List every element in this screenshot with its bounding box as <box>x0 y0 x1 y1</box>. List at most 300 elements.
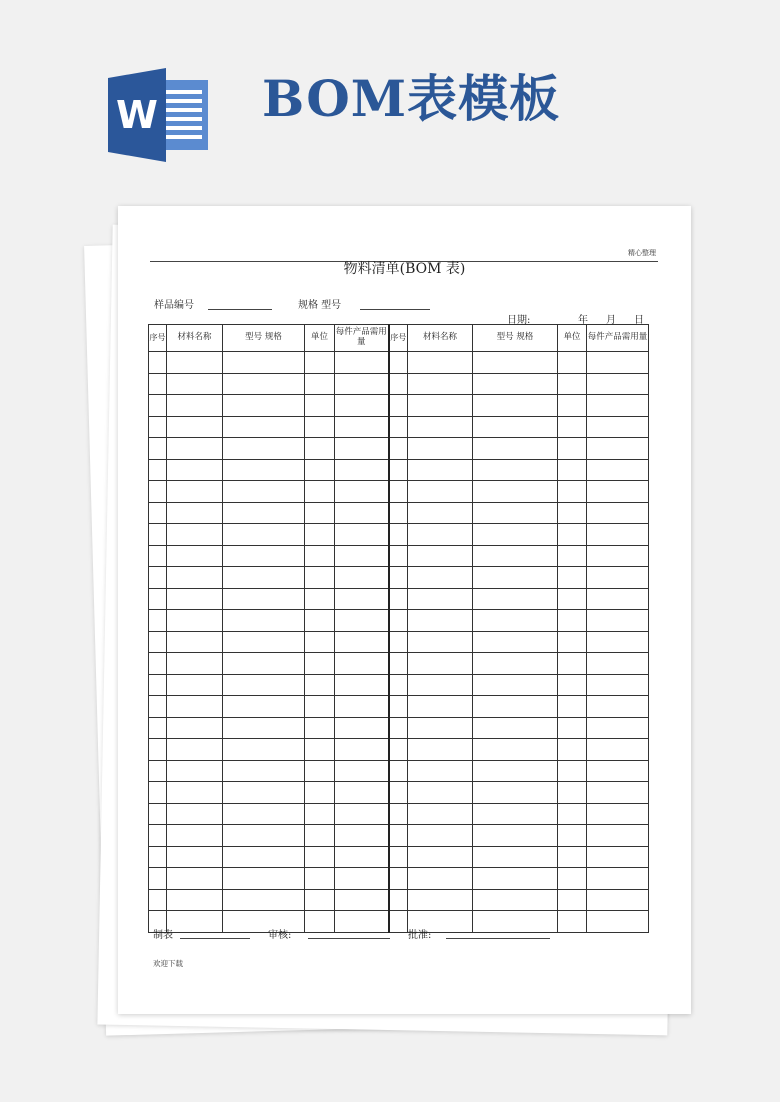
table-cell[interactable] <box>473 739 558 761</box>
col-header-seq: 序号 <box>389 325 408 352</box>
table-cell[interactable] <box>305 674 335 696</box>
table-cell[interactable] <box>389 631 408 653</box>
table-cell[interactable] <box>167 739 223 761</box>
table-cell[interactable] <box>223 846 305 868</box>
table-cell[interactable] <box>167 825 223 847</box>
table-cell[interactable] <box>558 739 587 761</box>
table-cell[interactable] <box>558 459 587 481</box>
col-header-unit: 单位 <box>305 325 335 352</box>
table-cell[interactable] <box>473 416 558 438</box>
table-cell[interactable] <box>587 911 649 933</box>
table-cell[interactable] <box>335 696 389 718</box>
table-cell[interactable] <box>167 696 223 718</box>
table-cell[interactable] <box>149 481 167 503</box>
table-cell[interactable] <box>408 545 473 567</box>
table-cell[interactable] <box>389 395 408 417</box>
col-header-model-spec: 型号 规格 <box>473 325 558 352</box>
table-cell[interactable] <box>149 760 167 782</box>
table-cell[interactable] <box>305 782 335 804</box>
table-cell[interactable] <box>389 674 408 696</box>
table-cell[interactable] <box>167 567 223 589</box>
table-cell[interactable] <box>473 653 558 675</box>
table-cell[interactable] <box>587 825 649 847</box>
review-blank[interactable] <box>308 938 390 939</box>
table-cell[interactable] <box>305 868 335 890</box>
table-cell[interactable] <box>167 481 223 503</box>
table-cell[interactable] <box>473 803 558 825</box>
table-cell[interactable] <box>167 760 223 782</box>
table-cell[interactable] <box>305 502 335 524</box>
table-cell[interactable] <box>149 438 167 460</box>
table-row <box>149 438 649 460</box>
table-cell[interactable] <box>149 717 167 739</box>
table-cell[interactable] <box>335 588 389 610</box>
table-cell[interactable] <box>473 868 558 890</box>
table-row <box>149 502 649 524</box>
table-cell[interactable] <box>473 696 558 718</box>
table-cell[interactable] <box>149 395 167 417</box>
table-row <box>149 524 649 546</box>
table-cell[interactable] <box>335 373 389 395</box>
table-cell[interactable] <box>408 373 473 395</box>
table-cell[interactable] <box>305 696 335 718</box>
table-cell[interactable] <box>149 825 167 847</box>
col-header-qty-per-product: 每件产品需用量 <box>587 325 649 352</box>
table-cell[interactable] <box>587 631 649 653</box>
table-cell[interactable] <box>223 825 305 847</box>
table-cell[interactable] <box>473 911 558 933</box>
table-cell[interactable] <box>558 911 587 933</box>
table-row <box>149 631 649 653</box>
table-cell[interactable] <box>223 567 305 589</box>
table-cell[interactable] <box>587 352 649 374</box>
table-cell[interactable] <box>167 459 223 481</box>
table-cell[interactable] <box>149 846 167 868</box>
table-row <box>149 395 649 417</box>
table-cell[interactable] <box>408 610 473 632</box>
bom-table <box>148 324 649 933</box>
table-cell[interactable] <box>408 631 473 653</box>
table-cell[interactable] <box>408 481 473 503</box>
table-cell[interactable] <box>335 610 389 632</box>
table-cell[interactable] <box>149 631 167 653</box>
table-cell[interactable] <box>167 545 223 567</box>
table-cell[interactable] <box>558 395 587 417</box>
table-cell[interactable] <box>223 782 305 804</box>
table-cell[interactable] <box>558 760 587 782</box>
table-cell[interactable] <box>587 481 649 503</box>
table-cell[interactable] <box>335 739 389 761</box>
table-row <box>149 782 649 804</box>
table-cell[interactable] <box>167 653 223 675</box>
table-cell[interactable] <box>335 567 389 589</box>
table-cell[interactable] <box>389 545 408 567</box>
table-cell[interactable] <box>408 696 473 718</box>
table-cell[interactable] <box>473 588 558 610</box>
table-cell[interactable] <box>305 610 335 632</box>
table-cell[interactable] <box>223 352 305 374</box>
table-row <box>149 653 649 675</box>
table-row <box>149 481 649 503</box>
table-cell[interactable] <box>389 524 408 546</box>
table-cell[interactable] <box>223 889 305 911</box>
table-cell[interactable] <box>389 502 408 524</box>
table-cell[interactable] <box>305 803 335 825</box>
table-cell[interactable] <box>149 502 167 524</box>
table-cell[interactable] <box>558 524 587 546</box>
table-cell[interactable] <box>558 696 587 718</box>
table-cell[interactable] <box>149 352 167 374</box>
table-cell[interactable] <box>389 868 408 890</box>
table-cell[interactable] <box>305 545 335 567</box>
table-cell[interactable] <box>223 373 305 395</box>
spec-model-blank[interactable] <box>360 309 430 310</box>
table-cell[interactable] <box>389 782 408 804</box>
table-cell[interactable] <box>408 717 473 739</box>
col-header-model-spec: 型号 规格 <box>223 325 305 352</box>
table-cell[interactable] <box>149 524 167 546</box>
table-cell[interactable] <box>167 502 223 524</box>
table-cell[interactable] <box>587 545 649 567</box>
table-cell[interactable] <box>473 352 558 374</box>
table-cell[interactable] <box>167 889 223 911</box>
table-cell[interactable] <box>389 760 408 782</box>
table-cell[interactable] <box>408 352 473 374</box>
table-cell[interactable] <box>587 717 649 739</box>
table-cell[interactable] <box>389 416 408 438</box>
table-cell[interactable] <box>558 674 587 696</box>
table-cell[interactable] <box>389 717 408 739</box>
table-cell[interactable] <box>335 481 389 503</box>
table-cell[interactable] <box>473 545 558 567</box>
table-cell[interactable] <box>558 438 587 460</box>
table-cell[interactable] <box>389 481 408 503</box>
table-cell[interactable] <box>223 610 305 632</box>
table-row <box>149 545 649 567</box>
table-cell[interactable] <box>587 868 649 890</box>
table-cell[interactable] <box>335 846 389 868</box>
table-cell[interactable] <box>587 610 649 632</box>
table-cell[interactable] <box>167 868 223 890</box>
table-cell[interactable] <box>558 502 587 524</box>
table-cell[interactable] <box>167 717 223 739</box>
table-cell[interactable] <box>149 782 167 804</box>
table-cell[interactable] <box>558 653 587 675</box>
table-cell[interactable] <box>305 459 335 481</box>
table-cell[interactable] <box>167 395 223 417</box>
table-cell[interactable] <box>473 502 558 524</box>
table-cell[interactable] <box>587 459 649 481</box>
table-cell[interactable] <box>223 631 305 653</box>
table-cell[interactable] <box>558 352 587 374</box>
table-cell[interactable] <box>223 674 305 696</box>
table-row <box>149 588 649 610</box>
table-cell[interactable] <box>473 674 558 696</box>
table-cell[interactable] <box>335 352 389 374</box>
table-row <box>149 825 649 847</box>
table-cell[interactable] <box>335 911 389 933</box>
table-cell[interactable] <box>389 438 408 460</box>
table-cell[interactable] <box>223 739 305 761</box>
approve-blank[interactable] <box>446 938 550 939</box>
table-cell[interactable] <box>558 567 587 589</box>
table-cell[interactable] <box>167 782 223 804</box>
table-cell[interactable] <box>305 717 335 739</box>
table-cell[interactable] <box>389 653 408 675</box>
table-cell[interactable] <box>167 373 223 395</box>
table-cell[interactable] <box>408 803 473 825</box>
table-cell[interactable] <box>587 373 649 395</box>
table-cell[interactable] <box>167 416 223 438</box>
table-cell[interactable] <box>305 825 335 847</box>
table-cell[interactable] <box>389 352 408 374</box>
table-cell[interactable] <box>473 760 558 782</box>
table-cell[interactable] <box>408 825 473 847</box>
table-cell[interactable] <box>167 846 223 868</box>
table-cell[interactable] <box>473 373 558 395</box>
table-cell[interactable] <box>473 631 558 653</box>
table-cell[interactable] <box>149 696 167 718</box>
table-cell[interactable] <box>223 696 305 718</box>
table-cell[interactable] <box>408 502 473 524</box>
table-cell[interactable] <box>305 846 335 868</box>
table-cell[interactable] <box>587 416 649 438</box>
table-cell[interactable] <box>223 459 305 481</box>
table-row <box>149 674 649 696</box>
table-cell[interactable] <box>408 459 473 481</box>
table-cell[interactable] <box>389 889 408 911</box>
table-cell[interactable] <box>408 524 473 546</box>
table-cell[interactable] <box>408 567 473 589</box>
table-cell[interactable] <box>558 481 587 503</box>
table-cell[interactable] <box>167 631 223 653</box>
table-cell[interactable] <box>149 803 167 825</box>
table-cell[interactable] <box>223 911 305 933</box>
table-cell[interactable] <box>335 653 389 675</box>
table-cell[interactable] <box>335 674 389 696</box>
table-cell[interactable] <box>473 782 558 804</box>
table-cell[interactable] <box>408 739 473 761</box>
table-cell[interactable] <box>473 889 558 911</box>
table-cell[interactable] <box>149 889 167 911</box>
table-cell[interactable] <box>587 846 649 868</box>
table-cell[interactable] <box>389 803 408 825</box>
table-cell[interactable] <box>335 524 389 546</box>
table-cell[interactable] <box>408 889 473 911</box>
table-cell[interactable] <box>149 674 167 696</box>
table-cell[interactable] <box>167 588 223 610</box>
table-cell[interactable] <box>389 911 408 933</box>
table-cell[interactable] <box>389 567 408 589</box>
made-by-label: 制表 <box>153 930 173 941</box>
table-cell[interactable] <box>558 803 587 825</box>
table-cell[interactable] <box>335 760 389 782</box>
table-cell[interactable] <box>223 588 305 610</box>
table-cell[interactable] <box>473 481 558 503</box>
table-cell[interactable] <box>335 545 389 567</box>
bom-document <box>118 206 691 1014</box>
table-cell[interactable] <box>558 825 587 847</box>
table-cell[interactable] <box>305 631 335 653</box>
table-row <box>149 717 649 739</box>
table-cell[interactable] <box>149 459 167 481</box>
table-cell[interactable] <box>335 717 389 739</box>
table-cell[interactable] <box>149 739 167 761</box>
table-cell[interactable] <box>408 653 473 675</box>
table-cell[interactable] <box>408 674 473 696</box>
table-cell[interactable] <box>408 868 473 890</box>
table-cell[interactable] <box>149 416 167 438</box>
table-cell[interactable] <box>473 717 558 739</box>
table-cell[interactable] <box>408 760 473 782</box>
table-cell[interactable] <box>408 395 473 417</box>
table-cell[interactable] <box>558 631 587 653</box>
table-cell[interactable] <box>335 416 389 438</box>
doc-title: 物料清单(BOM 表) <box>343 261 466 277</box>
table-cell[interactable] <box>558 416 587 438</box>
table-cell[interactable] <box>167 911 223 933</box>
table-cell[interactable] <box>408 438 473 460</box>
table-cell[interactable] <box>389 373 408 395</box>
table-cell[interactable] <box>558 545 587 567</box>
table-cell[interactable] <box>587 889 649 911</box>
table-cell[interactable] <box>305 653 335 675</box>
table-cell[interactable] <box>149 588 167 610</box>
table-cell[interactable] <box>305 416 335 438</box>
table-cell[interactable] <box>223 653 305 675</box>
table-cell[interactable] <box>473 610 558 632</box>
table-cell[interactable] <box>408 846 473 868</box>
table-cell[interactable] <box>223 545 305 567</box>
table-cell[interactable] <box>408 588 473 610</box>
table-cell[interactable] <box>389 825 408 847</box>
table-cell[interactable] <box>149 610 167 632</box>
table-cell[interactable] <box>167 674 223 696</box>
day-label: 日 <box>634 315 644 326</box>
table-cell[interactable] <box>587 782 649 804</box>
table-cell[interactable] <box>558 373 587 395</box>
table-row <box>149 889 649 911</box>
table-cell[interactable] <box>558 782 587 804</box>
table-cell[interactable] <box>587 567 649 589</box>
table-cell[interactable] <box>558 889 587 911</box>
table-cell[interactable] <box>335 825 389 847</box>
table-cell[interactable] <box>223 481 305 503</box>
table-cell[interactable] <box>223 438 305 460</box>
table-cell[interactable] <box>587 524 649 546</box>
table-row <box>149 373 649 395</box>
table-cell[interactable] <box>167 352 223 374</box>
table-cell[interactable] <box>587 588 649 610</box>
table-cell[interactable] <box>558 846 587 868</box>
table-cell[interactable] <box>558 588 587 610</box>
table-cell[interactable] <box>305 588 335 610</box>
table-cell[interactable] <box>149 373 167 395</box>
table-cell[interactable] <box>558 610 587 632</box>
table-cell[interactable] <box>587 653 649 675</box>
table-cell[interactable] <box>587 395 649 417</box>
table-cell[interactable] <box>305 438 335 460</box>
table-cell[interactable] <box>587 760 649 782</box>
table-cell[interactable] <box>587 696 649 718</box>
table-cell[interactable] <box>149 868 167 890</box>
table-cell[interactable] <box>408 782 473 804</box>
table-cell[interactable] <box>305 739 335 761</box>
table-cell[interactable] <box>473 846 558 868</box>
table-cell[interactable] <box>223 868 305 890</box>
table-cell[interactable] <box>305 911 335 933</box>
table-cell[interactable] <box>587 803 649 825</box>
table-cell[interactable] <box>223 416 305 438</box>
table-cell[interactable] <box>305 373 335 395</box>
made-by-blank[interactable] <box>180 938 250 939</box>
table-cell[interactable] <box>587 674 649 696</box>
sample-no-blank[interactable] <box>208 309 272 310</box>
table-cell[interactable] <box>335 631 389 653</box>
table-cell[interactable] <box>587 438 649 460</box>
table-cell[interactable] <box>335 502 389 524</box>
table-cell[interactable] <box>167 803 223 825</box>
table-cell[interactable] <box>335 782 389 804</box>
table-cell[interactable] <box>335 459 389 481</box>
table-cell[interactable] <box>305 352 335 374</box>
table-cell[interactable] <box>223 803 305 825</box>
date-label: 日期: <box>507 315 531 326</box>
table-cell[interactable] <box>335 868 389 890</box>
table-cell[interactable] <box>389 846 408 868</box>
table-cell[interactable] <box>335 889 389 911</box>
word-icon <box>108 68 208 162</box>
table-cell[interactable] <box>167 438 223 460</box>
table-cell[interactable] <box>587 739 649 761</box>
table-cell[interactable] <box>587 502 649 524</box>
table-cell[interactable] <box>389 610 408 632</box>
table-cell[interactable] <box>305 395 335 417</box>
table-cell[interactable] <box>558 868 587 890</box>
table-cell[interactable] <box>335 803 389 825</box>
table-cell[interactable] <box>389 739 408 761</box>
table-cell[interactable] <box>223 760 305 782</box>
table-cell[interactable] <box>149 567 167 589</box>
table-cell[interactable] <box>473 524 558 546</box>
table-cell[interactable] <box>473 567 558 589</box>
table-cell[interactable] <box>149 653 167 675</box>
table-cell[interactable] <box>305 481 335 503</box>
table-cell[interactable] <box>305 760 335 782</box>
table-cell[interactable] <box>389 459 408 481</box>
table-cell[interactable] <box>335 438 389 460</box>
table-cell[interactable] <box>223 502 305 524</box>
table-cell[interactable] <box>223 717 305 739</box>
table-cell[interactable] <box>223 395 305 417</box>
table-cell[interactable] <box>167 524 223 546</box>
table-cell[interactable] <box>223 524 305 546</box>
table-cell[interactable] <box>305 889 335 911</box>
table-cell[interactable] <box>149 545 167 567</box>
table-cell[interactable] <box>305 567 335 589</box>
table-cell[interactable] <box>473 438 558 460</box>
table-cell[interactable] <box>305 524 335 546</box>
table-cell[interactable] <box>389 588 408 610</box>
table-cell[interactable] <box>473 459 558 481</box>
table-cell[interactable] <box>167 610 223 632</box>
table-cell[interactable] <box>558 717 587 739</box>
table-cell[interactable] <box>389 696 408 718</box>
table-cell[interactable] <box>473 395 558 417</box>
table-cell[interactable] <box>335 395 389 417</box>
table-cell[interactable] <box>408 416 473 438</box>
table-cell[interactable] <box>473 825 558 847</box>
